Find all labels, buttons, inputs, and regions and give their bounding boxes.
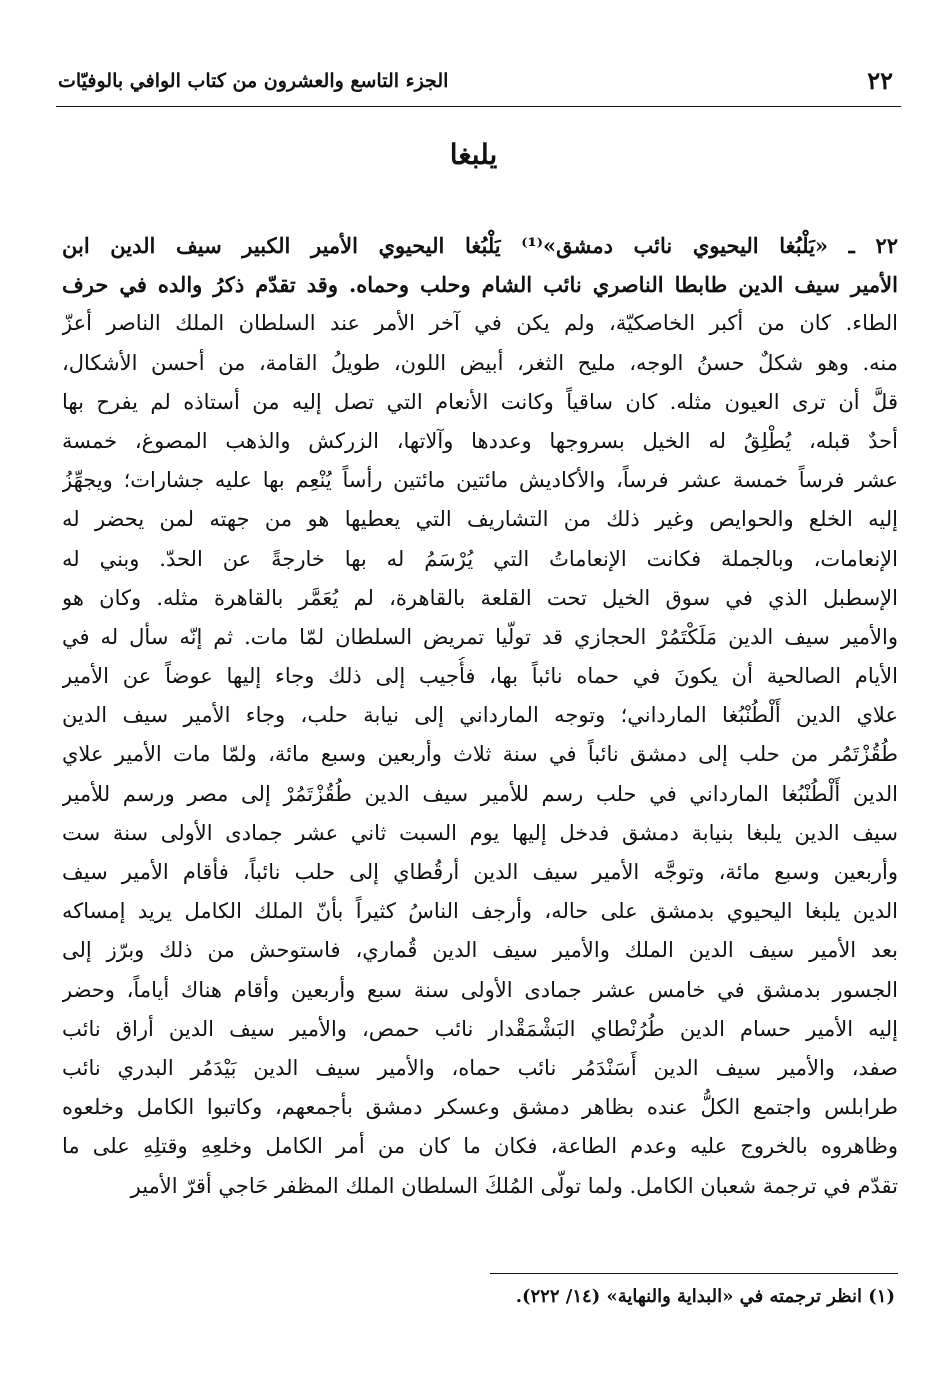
body-line: إليه الأمير حسام الدين طُرُنْطاي البَشْمَقْدار نائب حمص، والأمير سيف الدين أراق نائب [62, 1016, 898, 1041]
body-text [62, 226, 898, 1206]
body-line: وظاهروه بالخروج عليه وعدم الطاعة، فكان ما كان من أمر الكامل وخلعِهِ وقتلِهِ على ما [62, 1134, 898, 1159]
page-number: ٢٢ [867, 66, 893, 95]
body-line: الأيام الصالحية أن يكونَ في حماه نائباً بها، فأُجيب إلى ذلك وجاء إليها عوضاً عن الأمير [62, 664, 898, 689]
body-line: علاي الدين أَلْطُنْبُغا المارداني؛ وتوجه المارداني إلى نيابة حلب، وجاء الأمير سيف الدين [62, 703, 898, 728]
body-line: طُقُزْتَمُر من حلب إلى دمشق نائباً في سنة ثلاث وأربعين وسبع مائة، ولمّا مات الأمير علاي [62, 742, 898, 767]
footnote-divider [490, 1273, 898, 1274]
body-line: طرابلس واجتمع الكلُّ عنده بظاهر دمشق وعسكر دمشق بأجمعهم، وكاتبوا الكامل وخلعوه [62, 1095, 898, 1120]
body-line: عشر فرساً خمسة عشر فرساً، والأكاديش مائتين مائتين رأساً يُنْعِم بها عليه جشارات؛ ويجهِّزُ [62, 468, 898, 493]
body-line: والأمير سيف الدين مَلَكْتَمُرْ الحجازي قد تولّيا تمريض السلطان لمّا مات. ثم إنّه سأل له في [62, 624, 898, 649]
body-line: سيف الدين يلبغا بنيابة دمشق فدخل إليها يوم السبت ثاني عشر جمادى الأولى سنة ست [62, 820, 898, 845]
running-header [56, 66, 901, 107]
body-line: منه. وهو شكلٌ حسنُ الوجه، مليح الثغر، أبيض اللون، طويلُ القامة، من أحسن الأشكال، [62, 350, 898, 375]
body-line: قلَّ أن ترى العيون مثله. كان ساقياً وكانت الأنعام التي تصل إليه من أستاذه لم يفرح بها [62, 389, 898, 414]
body-line: الجسور بدمشق في خامس عشر جمادى الأولى سنة سبع وأربعين وأقام هناك أياماً، وحضر [62, 977, 898, 1002]
body-line: تقدّم في ترجمة شعبان الكامل. ولما تولّى المُلكَ السلطان الملك المظفر حَاجي أقرّ الأمير [130, 1173, 898, 1198]
body-line: بعد الأمير سيف الدين الملك والأمير سيف الدين قُماري، فاستوحش من ذلك وبرّز إلى [62, 938, 898, 963]
body-line: وأربعين وسبع مائة، وتوجَّه الأمير سيف الدين أرقُطاي إلى حلب نائباً، فأقام الأمير سيف [62, 860, 898, 884]
body-line: الإسطبل الذي في سوق الخيل تحت القلعة بالقاهرة، لم يُعَمَّر بالقاهرة مثله. وكان هو [62, 585, 898, 610]
footnote: (١) انظر ترجمته في «البداية والنهاية» (١٤/ ٢٢٢). [515, 1286, 895, 1307]
body-line: ٢٢ ـ «يَلْبُغا اليحيوي نائب دمشق»⁽¹⁾ يَلْبُغا اليحيوي الأمير الكبير سيف الدين ابن [62, 233, 898, 258]
body-line: الأمير سيف الدين طابطا الناصري نائب الشام وحلب وحماه. وقد تقدّم ذكرُ والده في حرف [62, 272, 898, 298]
body-line: أحدٌ قبله، يُطْلِقُ له الخيل بسروجها وعددها وآلاتها، الزركش والذهب المصوغ، خمسة [62, 428, 898, 453]
body-line: الدين يلبغا اليحيوي بدمشق على حاله، وأرجف الناسُ كثيراً بأنّ الملك الكامل يريد إمساكه [62, 899, 898, 924]
body-line: الطاء. كان من أكبر الخاصكيّة، ولم يكن في آخر الأمر عند السلطان الملك الناصر أعزّ [62, 311, 898, 336]
running-header-title: الجزء التاسع والعشرون من كتاب الوافي بالوفيّات [58, 70, 449, 92]
body-line: الإنعامات، وبالجملة فكانت الإنعاماتُ التي يُرْسَمُ له بها خارجةً عن الحدّ. وبني له [62, 546, 898, 571]
body-line: صفد، والأمير سيف الدين أَسَنْدَمُر نائب حماه، والأمير سيف الدين بَيْدَمُر البدري نائب [62, 1055, 898, 1080]
chapter-title: يلبغا [449, 138, 498, 171]
body-line: الدين أَلْطُنْبُغا المارداني في حلب رسم للأمير سيف الدين طُقُزْتَمُرْ إلى مصر ورسم للأمير [62, 781, 898, 806]
body-line: إليه الخلع والحوايص وغير ذلك من التشاريف التي يعطيها هو من جهته لمن يحضر له [62, 507, 898, 532]
